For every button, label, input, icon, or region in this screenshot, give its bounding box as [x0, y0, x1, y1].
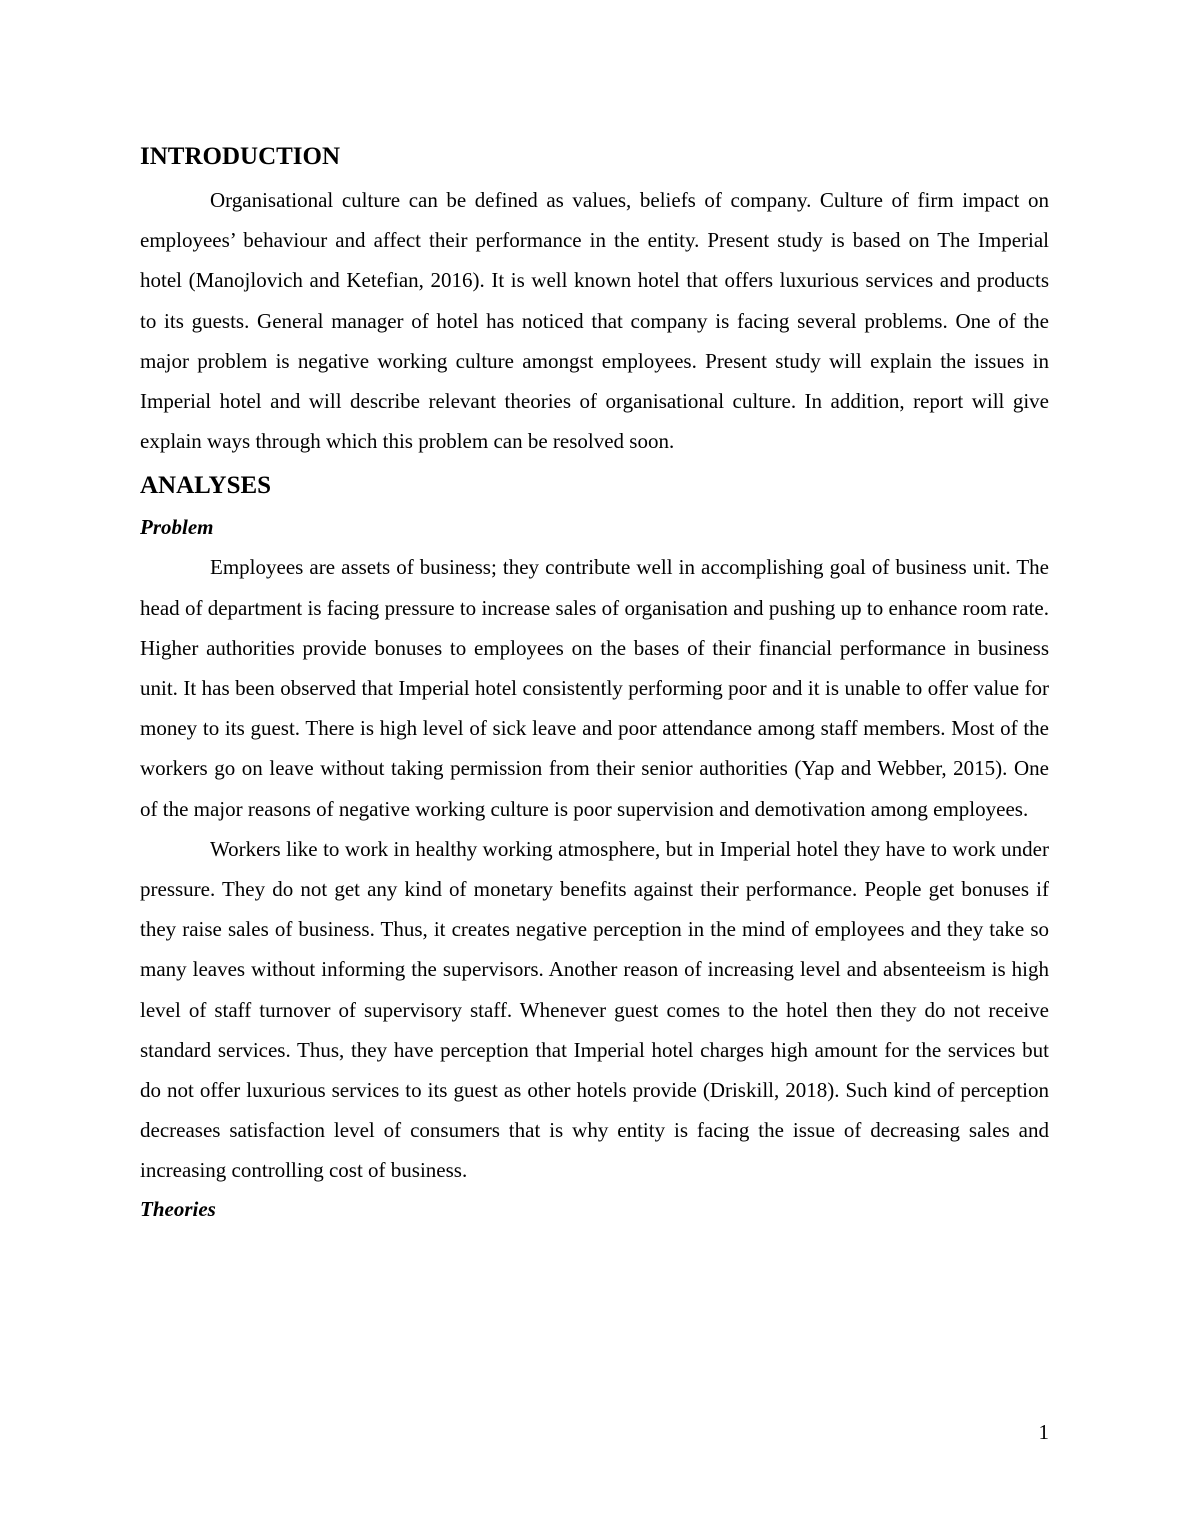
- problem-subheading: Problem: [140, 515, 214, 540]
- introduction-paragraph: Organisational culture can be defined as values, beliefs of company. Culture of firm impact on employees’ behaviour and affect their performance in the entity. Present study is based on The Imperial hotel (Manojlovich and Ketefian, 2016). It is well known hotel that offers luxurious services and products to its guests. General manager of hotel has noticed that company is facing several problems. One of the major problem is negative working culture amongst employees. Present study will explain the issues in Imperial hotel and will describe relevant theories of organisational culture. In addition, report will give explain ways through which this problem can be resolved soon.: [140, 188, 1049, 454]
- theories-subheading: Theories: [140, 1196, 216, 1221]
- problem-paragraph-2: Workers like to work in healthy working atmosphere, but in Imperial hotel they have to work under pressure. They do not get any kind of monetary benefits against their performance. People get bonuses if they raise sales of business. Thus, it creates negative perception in the mind of employees and they take so many leaves without informing the supervisors. Another reason of increasing level and absenteeism is high level of staff turnover of supervisory staff. Whenever guest comes to the hotel then they do not receive standard services. Thus, they have perception that Imperial hotel charges high amount for the services but do not offer luxurious services to its guest as other hotels provide (Driskill, 2018). Such kind of perception decreases satisfaction level of consumers that is why entity is facing the issue of decreasing sales and increasing controlling cost of business.: [140, 836, 1049, 1183]
- introduction-heading: INTRODUCTION: [140, 143, 341, 170]
- document-page: [140, 138, 1049, 1227]
- problem-paragraph-1: Employees are assets of business; they contribute well in accomplishing goal of business unit. The head of department is facing pressure to increase sales of organisation and pushing up to enhance room rate. Higher authorities provide bonuses to employees on the bases of their financial performance in business unit. It has been observed that Imperial hotel consistently performing poor and it is unable to offer value for money to its guest. There is high level of sick leave and poor attendance among staff members. Most of the workers go on leave without taking permission from their senior authorities (Yap and Webber, 2015). One of the major reasons of negative working culture is poor supervision and demotivation among employees.: [140, 555, 1049, 821]
- analyses-heading: ANALYSES: [140, 472, 272, 500]
- page-number: 1: [1038, 1420, 1049, 1444]
